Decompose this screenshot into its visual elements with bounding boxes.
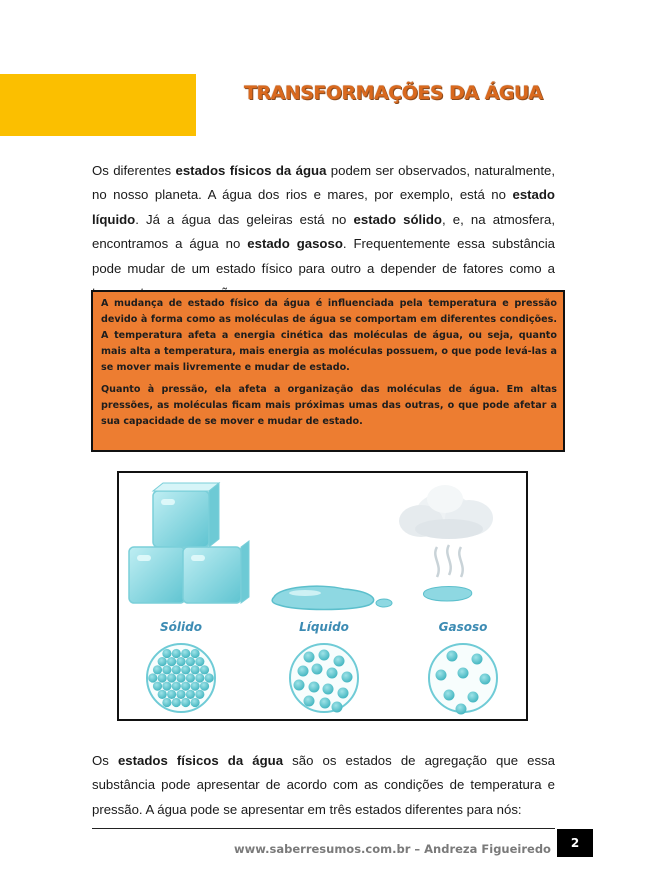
liquid-molecules-icon xyxy=(290,644,358,713)
states-paragraph: Os estados físicos da água são os estados de agregação que essa substância pode apresentar de acordo com as condições de temperatura e pressão. A água pode se apresentar em três estados diferentes para nós: xyxy=(92,753,555,817)
highlight-paragraph-pressure: Quanto à pressão, ela afeta a organização das moléculas de água. Em altas pressões, as moléculas ficam mais próximas umas das outras, o que pode afetar a sua capacidade de se mover e mudar de estado. xyxy=(101,384,557,427)
footer-divider xyxy=(92,828,555,829)
highlight-box xyxy=(91,290,565,452)
label-solid: Sólido xyxy=(160,620,202,634)
header-accent-bar xyxy=(0,74,196,136)
water-puddle-icon xyxy=(272,586,392,609)
page-title: TRANSFORMAÇÕES DA ÁGUA xyxy=(244,82,543,104)
label-gas: Gasoso xyxy=(438,620,488,634)
page-number: 2 xyxy=(557,829,593,857)
highlight-paragraph-temperature: A mudança de estado físico da água é influenciada pela temperatura e pressão devido à forma como as moléculas de água se comportam em diferentes condições. A temperatura afeta a energia cinética das moléculas de água, ou seja, quanto mais alta a temperatura, mais energia as moléculas possuem, o que pode levá-las a se mover mais livremente e mudar de estado. xyxy=(101,298,557,373)
ice-cubes-icon xyxy=(129,483,249,603)
cloud-steam-icon xyxy=(399,485,493,601)
label-liquid: Líquido xyxy=(299,620,349,634)
gas-molecules-icon xyxy=(429,644,497,715)
water-states-illustration xyxy=(119,473,526,719)
intro-paragraph: Os diferentes estados físicos da água podem ser observados, naturalmente, no nosso planeta. A água dos rios e mares, por exemplo, está no estado líquido. Já a água das geleiras está no estado sólido, e, na atmosfera, encontramos a água no estado gasoso. Frequentemente essa substância pode mudar de um estado físico para outro a depender de fatores como a xyxy=(92,163,556,276)
solid-molecules-icon xyxy=(147,644,215,712)
water-states-figure xyxy=(117,471,528,721)
footer-credit: www.saberresumos.com.br – Andreza Figueiredo xyxy=(234,842,551,856)
